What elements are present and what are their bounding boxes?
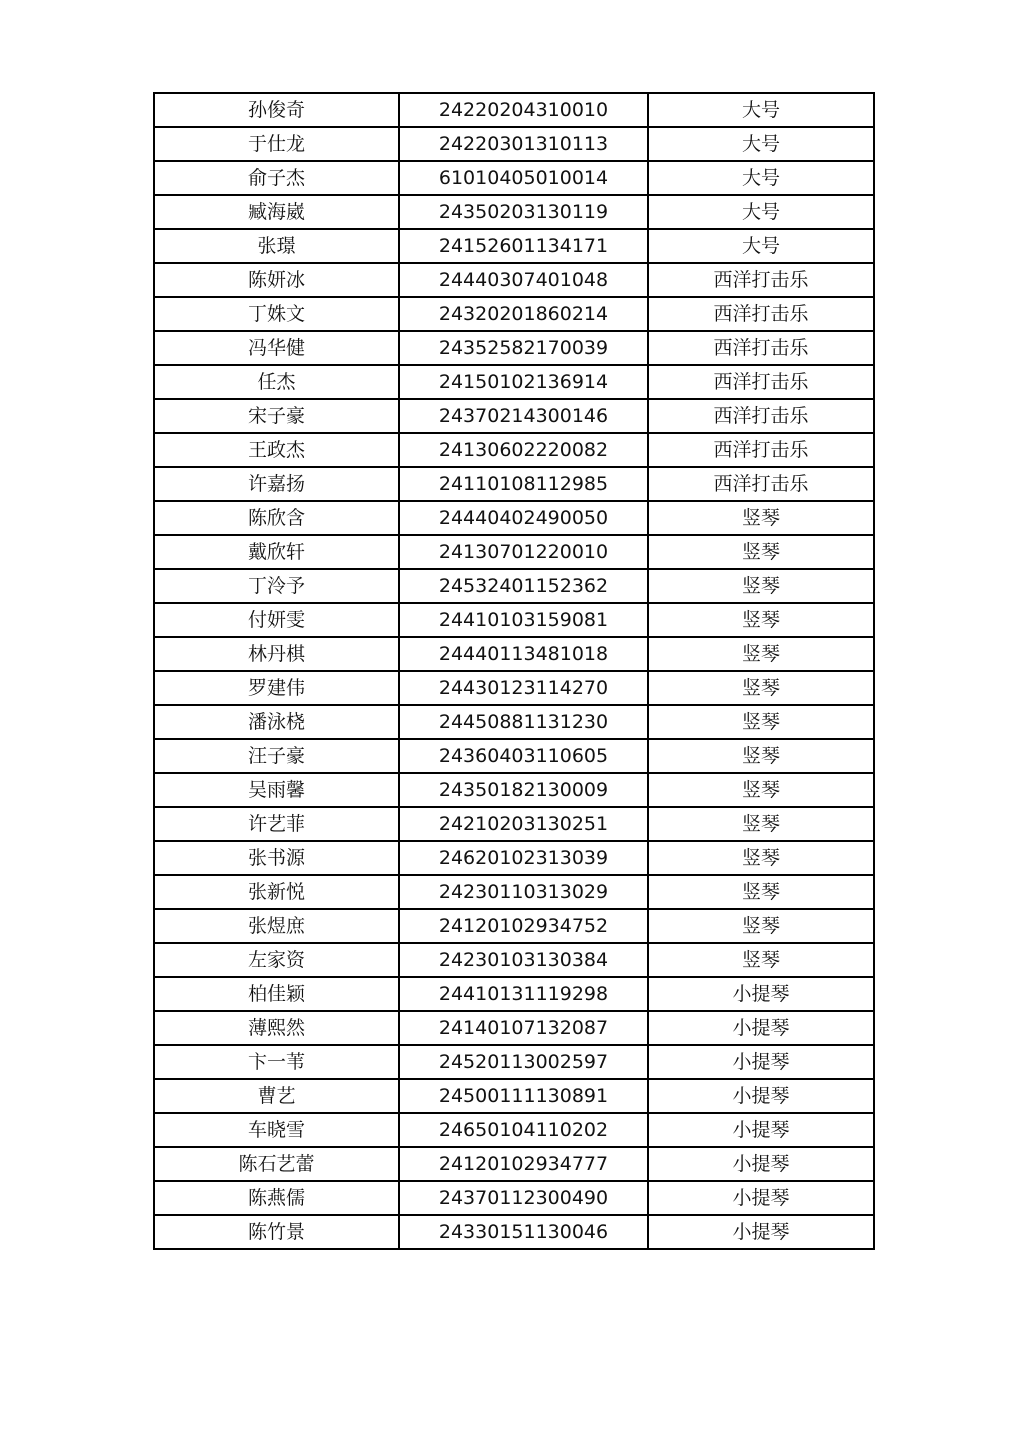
instrument-cell: 竖琴 [648,875,874,909]
table-row [154,705,874,739]
instrument-cell: 西洋打击乐 [648,263,874,297]
student-name-cell: 张煜庶 [154,909,399,943]
table-row [154,875,874,909]
student-name-cell: 张书源 [154,841,399,875]
table-row [154,943,874,977]
table-row [154,127,874,161]
instrument-cell: 竖琴 [648,841,874,875]
instrument-cell: 竖琴 [648,909,874,943]
student-name-cell: 张新悦 [154,875,399,909]
instrument-cell: 西洋打击乐 [648,399,874,433]
table-row [154,1181,874,1215]
table-row [154,433,874,467]
table-row [154,1045,874,1079]
table-row [154,263,874,297]
student-name-cell: 丁姝文 [154,297,399,331]
table-row [154,841,874,875]
student-name-cell: 车晓雪 [154,1113,399,1147]
roster-table-body [154,93,874,1249]
exam-id-cell: 24520113002597 [399,1045,648,1079]
exam-id-cell: 24350182130009 [399,773,648,807]
instrument-cell: 小提琴 [648,1011,874,1045]
table-row [154,365,874,399]
exam-id-cell: 24330151130046 [399,1215,648,1249]
instrument-cell: 小提琴 [648,1215,874,1249]
instrument-cell: 小提琴 [648,977,874,1011]
exam-id-cell: 61010405010014 [399,161,648,195]
exam-id-cell: 24500111130891 [399,1079,648,1113]
table-row [154,399,874,433]
student-name-cell: 陈燕儒 [154,1181,399,1215]
table-row [154,671,874,705]
instrument-cell: 竖琴 [648,603,874,637]
exam-id-cell: 24220204310010 [399,93,648,127]
instrument-cell: 竖琴 [648,569,874,603]
exam-id-cell: 24230110313029 [399,875,648,909]
student-name-cell: 薄熙然 [154,1011,399,1045]
table-row [154,569,874,603]
student-name-cell: 任杰 [154,365,399,399]
student-name-cell: 卞一苇 [154,1045,399,1079]
student-name-cell: 林丹棋 [154,637,399,671]
student-name-cell: 王政杰 [154,433,399,467]
exam-id-cell: 24410131119298 [399,977,648,1011]
instrument-cell: 竖琴 [648,637,874,671]
exam-id-cell: 24440402490050 [399,501,648,535]
student-name-cell: 丁泠予 [154,569,399,603]
exam-id-cell: 24370214300146 [399,399,648,433]
exam-id-cell: 24450881131230 [399,705,648,739]
instrument-cell: 竖琴 [648,501,874,535]
table-row [154,535,874,569]
exam-id-cell: 24110108112985 [399,467,648,501]
student-name-cell: 左家资 [154,943,399,977]
table-row [154,161,874,195]
exam-id-cell: 24350203130119 [399,195,648,229]
student-name-cell: 吴雨馨 [154,773,399,807]
instrument-cell: 西洋打击乐 [648,365,874,399]
exam-id-cell: 24320201860214 [399,297,648,331]
table-row [154,467,874,501]
table-row [154,195,874,229]
instrument-cell: 竖琴 [648,705,874,739]
student-name-cell: 戴欣轩 [154,535,399,569]
exam-id-cell: 24440307401048 [399,263,648,297]
exam-id-cell: 24410103159081 [399,603,648,637]
table-row [154,773,874,807]
instrument-cell: 小提琴 [648,1181,874,1215]
instrument-cell: 竖琴 [648,671,874,705]
student-name-cell: 陈妍冰 [154,263,399,297]
exam-id-cell: 24220301310113 [399,127,648,161]
instrument-cell: 大号 [648,127,874,161]
table-row [154,331,874,365]
instrument-cell: 竖琴 [648,943,874,977]
student-name-cell: 冯华健 [154,331,399,365]
table-row [154,1079,874,1113]
table-row [154,977,874,1011]
exam-id-cell: 24230103130384 [399,943,648,977]
roster-table [153,92,875,1250]
table-row [154,909,874,943]
exam-id-cell: 24130602220082 [399,433,648,467]
exam-id-cell: 24430123114270 [399,671,648,705]
student-name-cell: 于仕龙 [154,127,399,161]
instrument-cell: 大号 [648,93,874,127]
exam-id-cell: 24140107132087 [399,1011,648,1045]
student-name-cell: 曹艺 [154,1079,399,1113]
instrument-cell: 小提琴 [648,1045,874,1079]
student-name-cell: 汪子豪 [154,739,399,773]
instrument-cell: 小提琴 [648,1147,874,1181]
table-row [154,297,874,331]
student-name-cell: 许艺菲 [154,807,399,841]
student-name-cell: 宋子豪 [154,399,399,433]
student-name-cell: 陈竹景 [154,1215,399,1249]
student-name-cell: 陈欣含 [154,501,399,535]
instrument-cell: 小提琴 [648,1079,874,1113]
exam-id-cell: 24440113481018 [399,637,648,671]
instrument-cell: 西洋打击乐 [648,331,874,365]
instrument-cell: 竖琴 [648,535,874,569]
instrument-cell: 西洋打击乐 [648,297,874,331]
table-row [154,603,874,637]
exam-id-cell: 24210203130251 [399,807,648,841]
table-row [154,1113,874,1147]
table-row [154,739,874,773]
exam-id-cell: 24370112300490 [399,1181,648,1215]
table-row [154,93,874,127]
table-row [154,1011,874,1045]
instrument-cell: 大号 [648,195,874,229]
exam-id-cell: 24532401152362 [399,569,648,603]
instrument-cell: 西洋打击乐 [648,433,874,467]
instrument-cell: 竖琴 [648,773,874,807]
instrument-cell: 竖琴 [648,739,874,773]
exam-id-cell: 24130701220010 [399,535,648,569]
student-name-cell: 臧海崴 [154,195,399,229]
student-name-cell: 俞子杰 [154,161,399,195]
instrument-cell: 西洋打击乐 [648,467,874,501]
student-name-cell: 柏佳颖 [154,977,399,1011]
table-row [154,1215,874,1249]
exam-id-cell: 24352582170039 [399,331,648,365]
exam-id-cell: 24120102934752 [399,909,648,943]
instrument-cell: 小提琴 [648,1113,874,1147]
instrument-cell: 竖琴 [648,807,874,841]
student-name-cell: 许嘉扬 [154,467,399,501]
student-name-cell: 潘泳桡 [154,705,399,739]
exam-id-cell: 24120102934777 [399,1147,648,1181]
exam-id-cell: 24360403110605 [399,739,648,773]
exam-id-cell: 24620102313039 [399,841,648,875]
table-row [154,501,874,535]
table-row [154,229,874,263]
instrument-cell: 大号 [648,229,874,263]
table-row [154,1147,874,1181]
exam-id-cell: 24152601134171 [399,229,648,263]
table-row [154,807,874,841]
student-name-cell: 付妍雯 [154,603,399,637]
student-name-cell: 罗建伟 [154,671,399,705]
exam-id-cell: 24650104110202 [399,1113,648,1147]
table-row [154,637,874,671]
instrument-cell: 大号 [648,161,874,195]
exam-id-cell: 24150102136914 [399,365,648,399]
student-name-cell: 陈石艺蕾 [154,1147,399,1181]
student-name-cell: 孙俊奇 [154,93,399,127]
student-name-cell: 张璟 [154,229,399,263]
